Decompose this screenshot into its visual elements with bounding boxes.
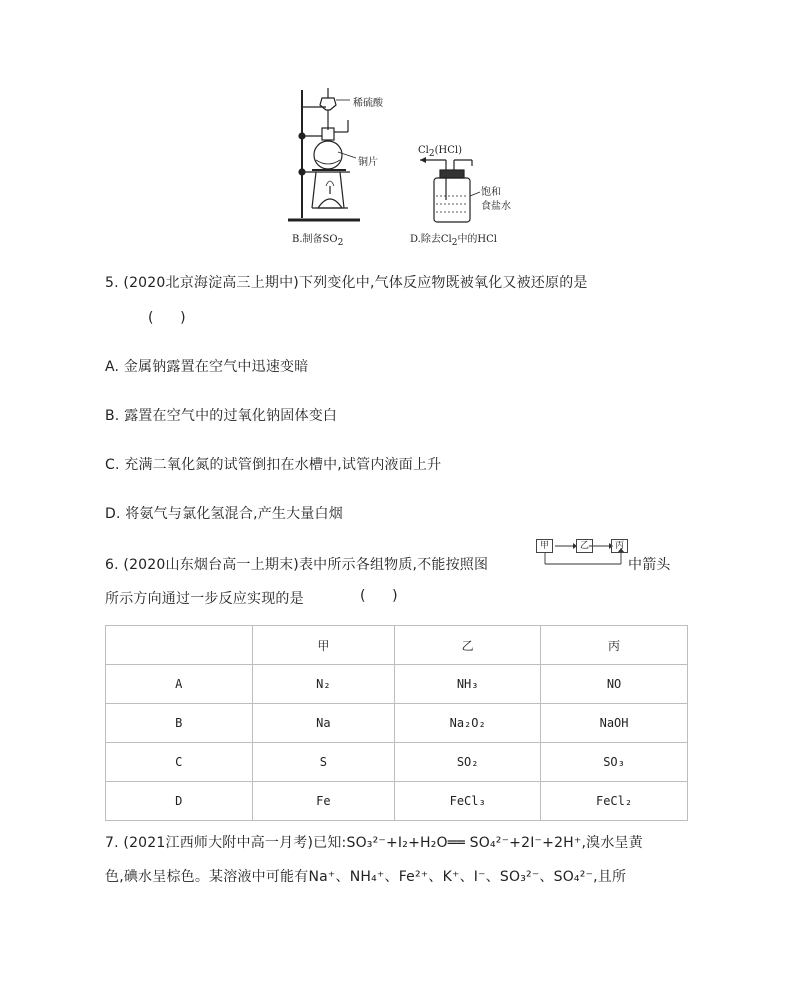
table-cell: N₂ bbox=[252, 665, 395, 704]
q5-option-c: C. 充满二氧化氮的试管倒扣在水槽中,试管内液面上升 bbox=[105, 457, 442, 473]
caption-d: D.除去$Cl_2$中的HCl bbox=[410, 234, 498, 248]
q6-table bbox=[105, 625, 688, 821]
q5-option-b: B. 露置在空气中的过氧化钠固体变白 bbox=[105, 408, 338, 424]
diagram-box-jia: 甲 bbox=[536, 539, 553, 553]
table-header-cell: 丙 bbox=[541, 626, 688, 665]
diagram-box-bing: 丙 bbox=[611, 539, 628, 553]
table-cell: Fe bbox=[252, 782, 395, 821]
table-cell: S bbox=[252, 743, 395, 782]
table-cell: Na bbox=[252, 704, 395, 743]
table-row bbox=[106, 665, 688, 704]
table-cell: A bbox=[106, 665, 253, 704]
q5-option-d: D. 将氨气与氯化氢混合,产生大量白烟 bbox=[105, 506, 343, 522]
q5-answer-paren: ( ) bbox=[148, 310, 186, 326]
apparatus-figure bbox=[0, 0, 794, 250]
table-cell: FeCl₃ bbox=[395, 782, 541, 821]
table-cell: B bbox=[106, 704, 253, 743]
table-cell: NaOH bbox=[541, 704, 688, 743]
diagram-box-yi: 乙 bbox=[576, 539, 593, 553]
table-cell: D bbox=[106, 782, 253, 821]
table-header-cell: 乙 bbox=[395, 626, 541, 665]
table-cell: FeCl₂ bbox=[541, 782, 688, 821]
table-row bbox=[106, 743, 688, 782]
q6-stem-line1 bbox=[105, 554, 488, 574]
stopper bbox=[440, 170, 464, 178]
flask bbox=[314, 141, 342, 169]
q5-stem: 5. (2020北京海淀高三上期中)下列变化中,气体反应物既被氧化又被还原的是 bbox=[105, 275, 588, 291]
table-cell: NH₃ bbox=[395, 665, 541, 704]
table-cell: NO bbox=[541, 665, 688, 704]
q6-stem-line2: 所示方向通过一步反应实现的是 bbox=[105, 591, 304, 607]
label-brine-line2: 食盐水 bbox=[481, 201, 511, 212]
table-header-cell bbox=[106, 626, 253, 665]
table-header-row bbox=[106, 626, 688, 665]
q6-stem-part1: 6. (2020山东烟台高一上期末)表中所示各组物质,不能按照图 bbox=[105, 557, 489, 573]
table-row bbox=[106, 704, 688, 743]
label-brine-line1: 饱和 bbox=[481, 187, 501, 198]
table-cell: SO₃ bbox=[541, 743, 688, 782]
q6-stem-part2: 中箭头 bbox=[628, 557, 671, 573]
label-gas-inlet: $Cl_2(HCl)$ bbox=[418, 145, 462, 159]
table-header-cell: 甲 bbox=[252, 626, 395, 665]
q6-arrow-diagram bbox=[539, 540, 627, 570]
q7-line2: 色,碘水呈棕色。某溶液中可能有Na⁺、NH₄⁺、Fe²⁺、K⁺、I⁻、SO₃²⁻、SO₄²⁻,且所 bbox=[105, 869, 627, 885]
table-cell: SO₂ bbox=[395, 743, 541, 782]
wash-bottle bbox=[434, 178, 470, 222]
table-cell: C bbox=[106, 743, 253, 782]
table-row bbox=[106, 782, 688, 821]
q6-answer-paren: ( ) bbox=[360, 588, 398, 604]
label-copper-sheet: 铜片 bbox=[358, 157, 378, 168]
q5-option-a: A. 金属钠露置在空气中迅速变暗 bbox=[105, 359, 309, 375]
table-cell: Na₂O₂ bbox=[395, 704, 541, 743]
q7-line1: 7. (2021江西师大附中高一月考)已知:SO₃²⁻+I₂+H₂O══ SO₄²⁻+2I⁻+2H⁺,溴水呈黄 bbox=[105, 835, 643, 851]
label-dilute-sulfuric-acid: 稀硫酸 bbox=[353, 98, 383, 109]
caption-b: B.制备$SO_2$ bbox=[292, 234, 344, 248]
